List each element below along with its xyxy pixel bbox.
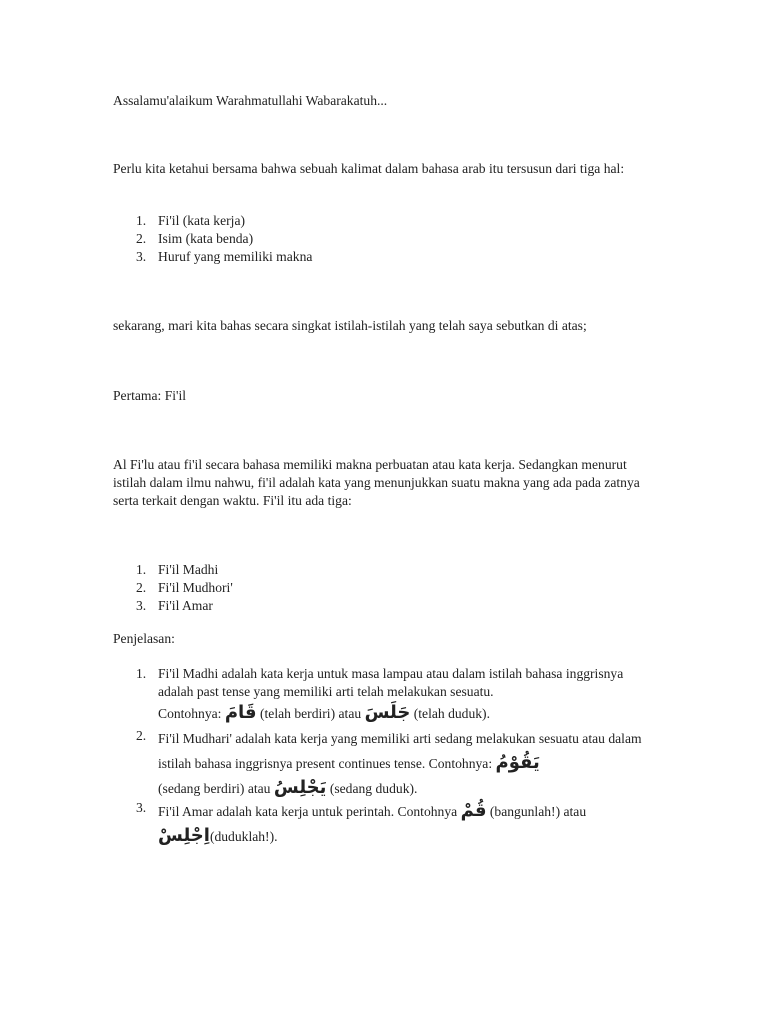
arabic-word: اِجْلِسْ [158, 825, 210, 846]
list-item: 3. Fi'il Amar [136, 598, 213, 613]
fiil-definition: Al Fi'lu atau fi'il secara bahasa memiliki makna perbuatan atau kata kerja. Sedangkan menurut istilah dalam ilmu nahwu, fi'il adalah kata yang menunjukkan suatu makna yang ada pada zatnya serta terkait dengan waktu. Fi'il itu ada tiga: [113, 457, 640, 508]
fiil-types-list [113, 561, 643, 615]
explanation-list [113, 665, 643, 849]
section-title: Pertama: Fi'il [113, 388, 187, 403]
list-item: 1. Fi'il (kata kerja) [136, 213, 245, 228]
explanation-madhi: 1. Fi'il Madhi adalah kata kerja untuk masa lampau atau dalam istilah bahasa inggrisnya adalah past tense yang memiliki arti telah melakukan sesuatu. Contohnya: قَامَ (telah berdiri) atau جَلَسَ (telah duduk). [136, 666, 624, 723]
intro-paragraph: Perlu kita ketahui bersama bahwa sebuah kalimat dalam bahasa arab itu tersusun dari tiga hal: [113, 161, 625, 176]
arabic-word: جَلَسَ [364, 702, 411, 723]
arabic-word: قُمْ [460, 800, 487, 821]
list-item: 3. Huruf yang memiliki makna [136, 249, 313, 264]
explanation-label: Penjelasan: [113, 631, 175, 646]
greeting: Assalamu'alaikum Warahmatullahi Wabarakatuh... [113, 93, 388, 108]
arabic-word: يَجْلِسُ [273, 777, 327, 798]
arabic-word: قَامَ [224, 702, 257, 723]
discussion-intro: sekarang, mari kita bahas secara singkat istilah-istilah yang telah saya sebutkan di atas; [113, 318, 587, 333]
list-item: 2. Isim (kata benda) [136, 231, 254, 246]
arabic-word: يَقُوْمُ [495, 752, 540, 773]
list-item: 2. Fi'il Mudhori' [136, 580, 233, 595]
list-item: 1. Fi'il Madhi [136, 562, 219, 577]
explanation-amar: 3. Fi'il Amar adalah kata kerja untuk perintah. Contohnya قُمْ (bangunlah!) atau اِجْلِسْ(duduklah!). [136, 800, 587, 846]
sentence-parts-list [113, 212, 643, 266]
explanation-mudhari: 2. Fi'il Mudhari' adalah kata kerja yang memiliki arti sedang melakukan sesuatu atau dalam istilah bahasa inggrisnya present continues tense. Contohnya: يَقُوْمُ (sedang berdiri) atau يَجْلِسُ (sedang duduk). [136, 728, 642, 798]
